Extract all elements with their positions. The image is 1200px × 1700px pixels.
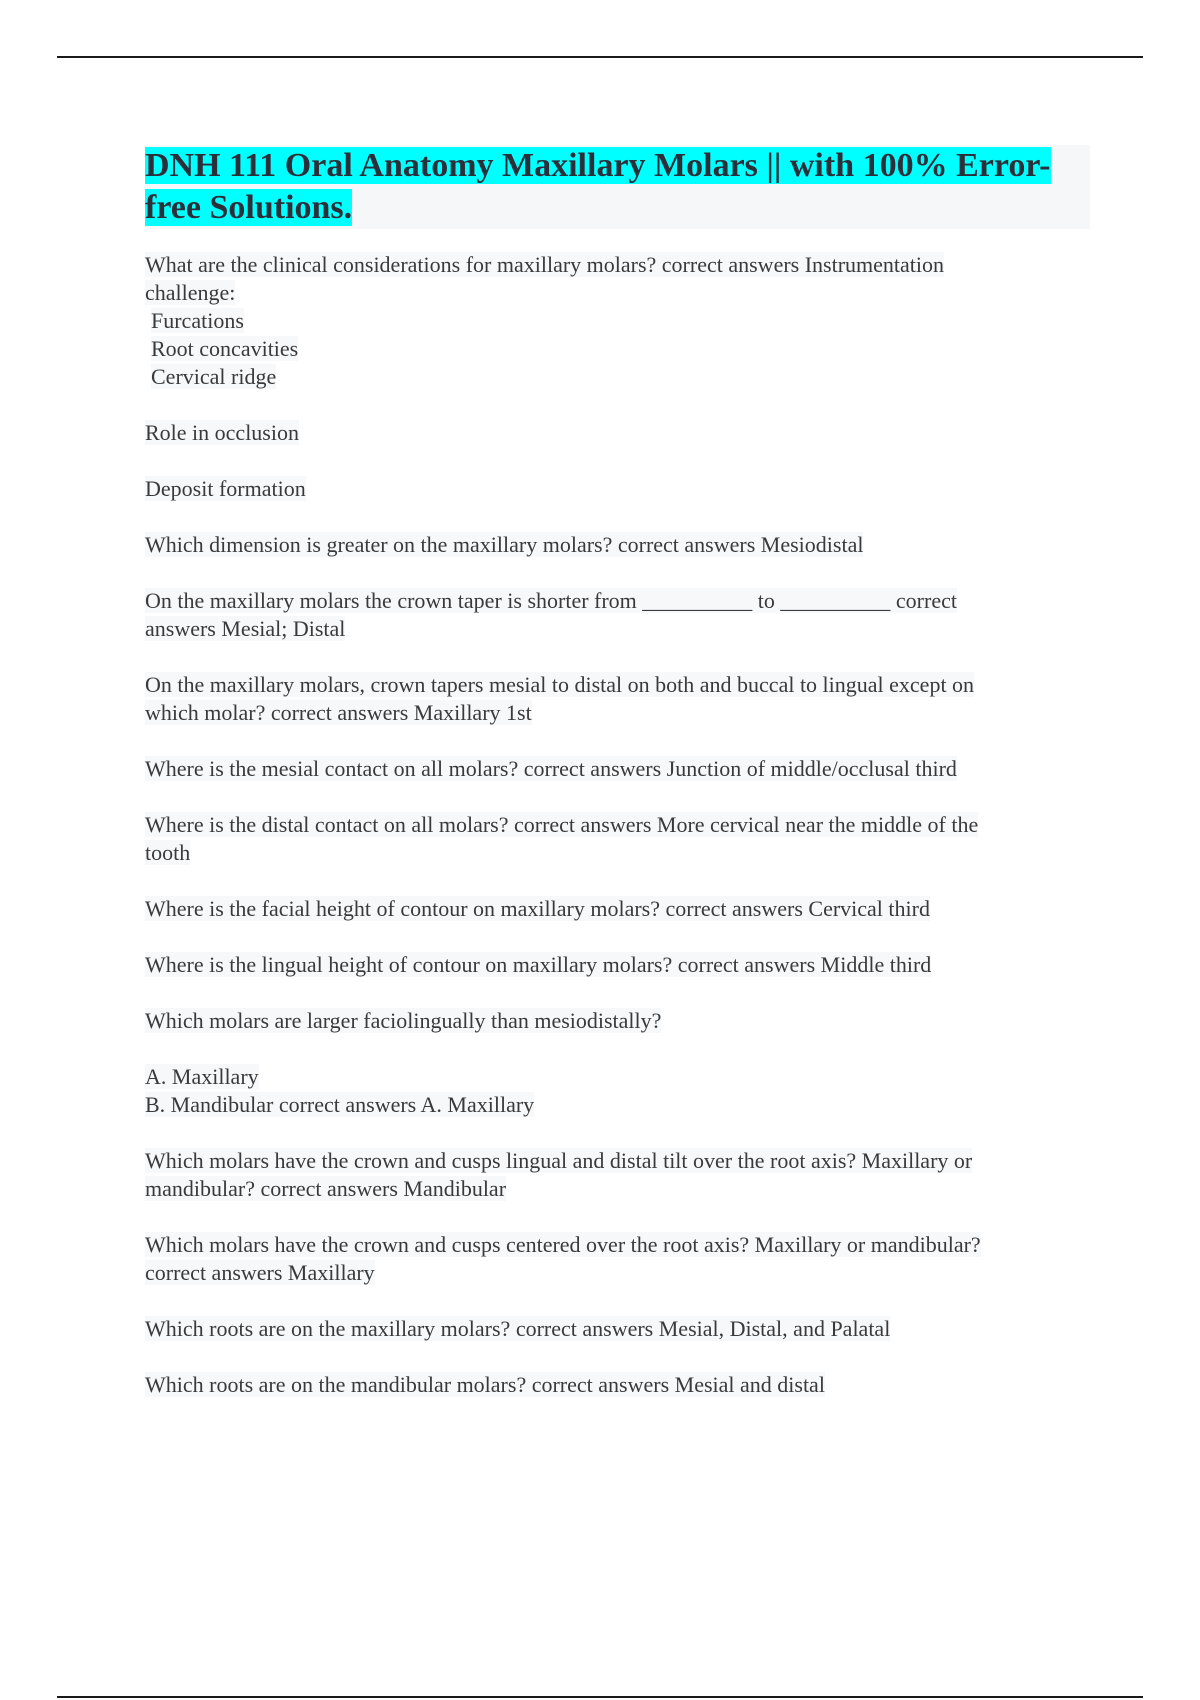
- qa-line: Role in occlusion: [145, 420, 299, 445]
- bottom-rule: [57, 1696, 1143, 1698]
- qa-line: Where is the distal contact on all molars? correct answers More cervical near the middle of the: [145, 812, 979, 837]
- qa-line: tooth: [145, 840, 191, 865]
- qa-item: [145, 475, 1090, 503]
- qa-item: [145, 251, 1090, 391]
- qa-subitem: Furcations: [151, 308, 244, 333]
- qa-item: [145, 1063, 1090, 1119]
- qa-item: [145, 587, 1090, 643]
- qa-line: A. Maxillary: [145, 1064, 259, 1089]
- qa-line: mandibular? correct answers Mandibular: [145, 1176, 507, 1201]
- qa-item: [145, 419, 1090, 447]
- top-rule: [57, 56, 1143, 58]
- qa-line: What are the clinical considerations for maxillary molars? correct answers Instrumentation: [145, 252, 945, 277]
- qa-item: [145, 1007, 1090, 1035]
- qa-item: [145, 531, 1090, 559]
- qa-list: [145, 251, 1090, 1399]
- qa-line: Which molars have the crown and cusps centered over the root axis? Maxillary or mandibular?: [145, 1232, 981, 1257]
- qa-line: correct answers Maxillary: [145, 1260, 375, 1285]
- document-title: DNH 111 Oral Anatomy Maxillary Molars || with 100% Error-free Solutions.: [145, 147, 1051, 226]
- qa-line: which molar? correct answers Maxillary 1st: [145, 700, 532, 725]
- document-body: [145, 145, 1090, 1427]
- qa-line: answers Mesial; Distal: [145, 616, 346, 641]
- qa-line: On the maxillary molars, crown tapers mesial to distal on both and buccal to lingual except on: [145, 672, 975, 697]
- qa-item: [145, 1315, 1090, 1343]
- qa-line: Which dimension is greater on the maxillary molars? correct answers Mesiodistal: [145, 532, 864, 557]
- qa-line: Which roots are on the mandibular molars? correct answers Mesial and distal: [145, 1372, 825, 1397]
- qa-line: challenge:: [145, 280, 236, 305]
- qa-item: [145, 1147, 1090, 1203]
- qa-item: [145, 951, 1090, 979]
- qa-line: Where is the facial height of contour on maxillary molars? correct answers Cervical third: [145, 896, 930, 921]
- qa-line: Which roots are on the maxillary molars? correct answers Mesial, Distal, and Palatal: [145, 1316, 891, 1341]
- qa-item: [145, 671, 1090, 727]
- qa-item: [145, 1371, 1090, 1399]
- qa-item: [145, 755, 1090, 783]
- qa-line: On the maxillary molars the crown taper is shorter from __________ to __________ correct: [145, 588, 957, 613]
- title-block: [145, 145, 1090, 229]
- qa-item: [145, 895, 1090, 923]
- qa-line: Deposit formation: [145, 476, 306, 501]
- qa-line: Where is the lingual height of contour on maxillary molars? correct answers Middle third: [145, 952, 932, 977]
- qa-line: B. Mandibular correct answers A. Maxillary: [145, 1092, 535, 1117]
- qa-line: Where is the mesial contact on all molars? correct answers Junction of middle/occlusal third: [145, 756, 957, 781]
- qa-item: [145, 811, 1090, 867]
- qa-subitem: Root concavities: [151, 336, 299, 361]
- qa-line: Which molars are larger faciolingually than mesiodistally?: [145, 1008, 662, 1033]
- qa-subitem: Cervical ridge: [151, 364, 277, 389]
- qa-line: Which molars have the crown and cusps lingual and distal tilt over the root axis? Maxillary or: [145, 1148, 973, 1173]
- qa-item: [145, 1231, 1090, 1287]
